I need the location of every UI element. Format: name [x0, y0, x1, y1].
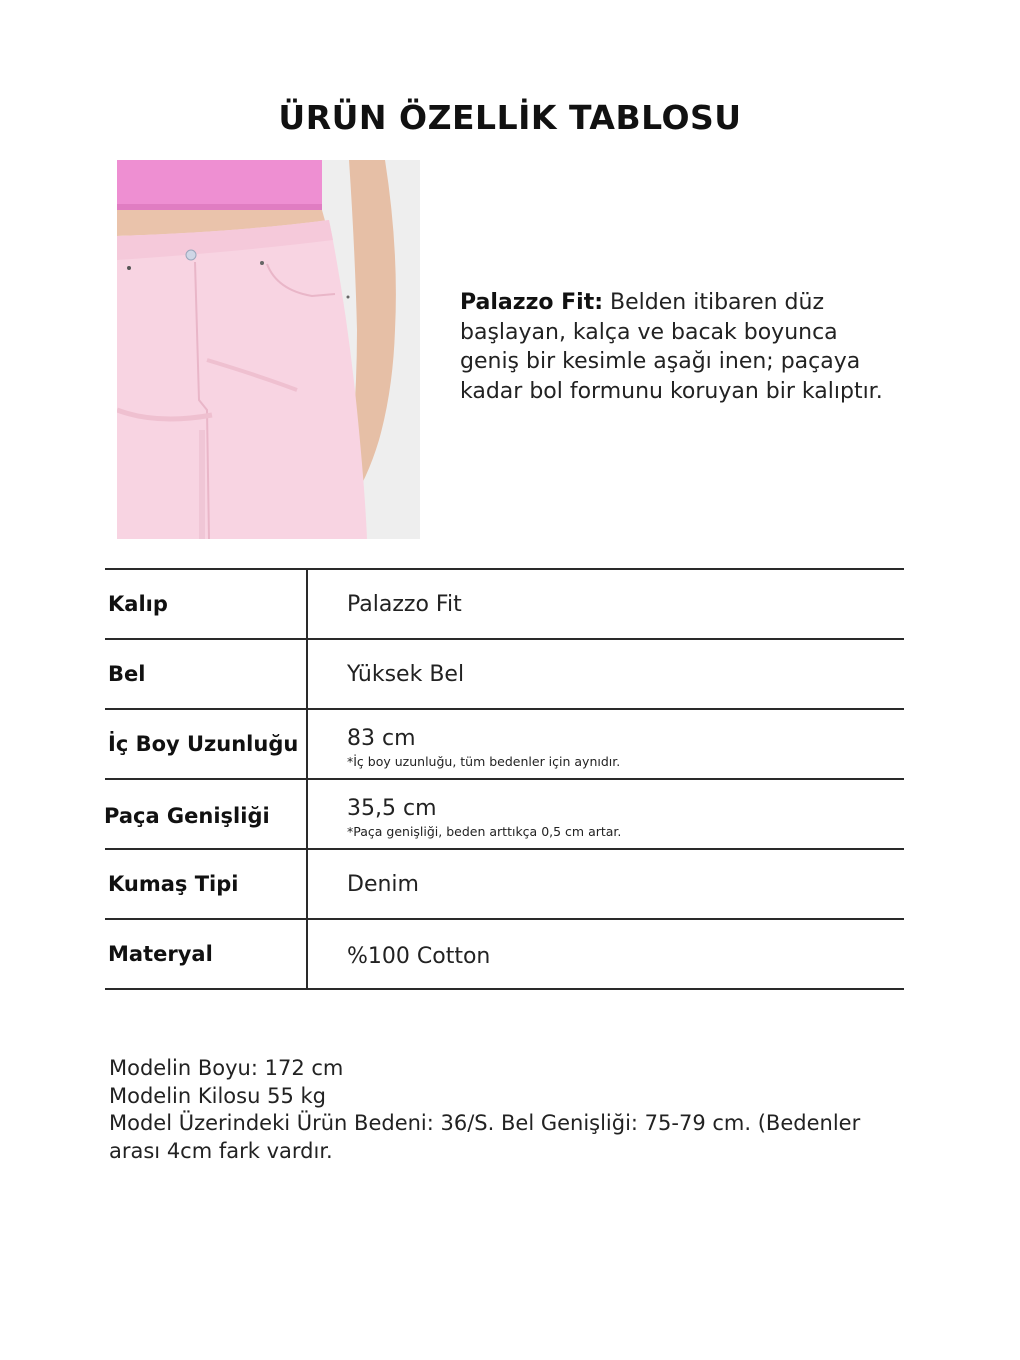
- spec-value: Palazzo Fit: [347, 592, 462, 617]
- fit-description-line: geniş bir kesimle aşağı inen; paçaya: [460, 349, 861, 374]
- spec-row-kalip: [105, 568, 904, 638]
- column-divider: [306, 640, 308, 708]
- column-divider: [306, 780, 308, 848]
- model-weight: Modelin Kilosu 55 kg: [109, 1083, 326, 1108]
- spec-note: *İç boy uzunluğu, tüm bedenler için aynıdır.: [347, 754, 621, 769]
- model-info: [109, 1055, 899, 1165]
- spec-label: Bel: [108, 662, 146, 686]
- spec-row-paca: [105, 778, 904, 848]
- model-size: Model Üzerindeki Ürün Bedeni: 36/S. Bel Genişliği: 75-79 cm. (Bedenler: [109, 1111, 861, 1135]
- model-height: Modelin Boyu: 172 cm: [109, 1056, 344, 1080]
- column-divider: [306, 710, 308, 778]
- product-photo-illustration: [117, 160, 420, 539]
- spec-value: Yüksek Bel: [347, 662, 465, 687]
- spec-value: 35,5 cm: [347, 796, 437, 821]
- column-divider: [306, 850, 308, 918]
- fit-description-line: başlayan, kalça ve bacak boyunca: [460, 319, 838, 345]
- spec-label: Kumaş Tipi: [108, 872, 239, 896]
- spec-row-bel: [105, 638, 904, 708]
- model-size-note: arası 4cm fark vardır.: [109, 1138, 333, 1163]
- spec-row-materyal: [105, 918, 904, 990]
- spec-row-ic-boy: [105, 708, 904, 778]
- spec-table: [105, 568, 904, 990]
- spec-value: Denim: [347, 872, 419, 897]
- column-divider: [306, 570, 308, 638]
- column-divider: [306, 920, 308, 988]
- spec-value: 83 cm: [347, 726, 416, 751]
- page-title: ÜRÜN ÖZELLİK TABLOSU: [278, 98, 742, 137]
- spec-value-block: [347, 796, 621, 839]
- spec-note: *Paça genişliği, beden arttıkça 0,5 cm artar.: [347, 824, 622, 839]
- fit-description-line: kadar bol formunu koruyan bir kalıptır.: [460, 378, 883, 404]
- fit-description-line: Belden itibaren düz: [603, 290, 825, 315]
- product-photo: [117, 160, 420, 539]
- spec-label: Paça Genişliği: [104, 804, 270, 828]
- spec-label: Materyal: [108, 942, 213, 966]
- spec-value: %100 Cotton: [347, 944, 491, 969]
- spec-label: Kalıp: [108, 592, 168, 616]
- spec-row-kumas: [105, 848, 904, 918]
- fit-description-lead: Palazzo Fit:: [460, 290, 604, 315]
- fit-description: [460, 288, 940, 406]
- spec-label: İç Boy Uzunluğu: [108, 732, 299, 756]
- spec-value-block: [347, 726, 620, 769]
